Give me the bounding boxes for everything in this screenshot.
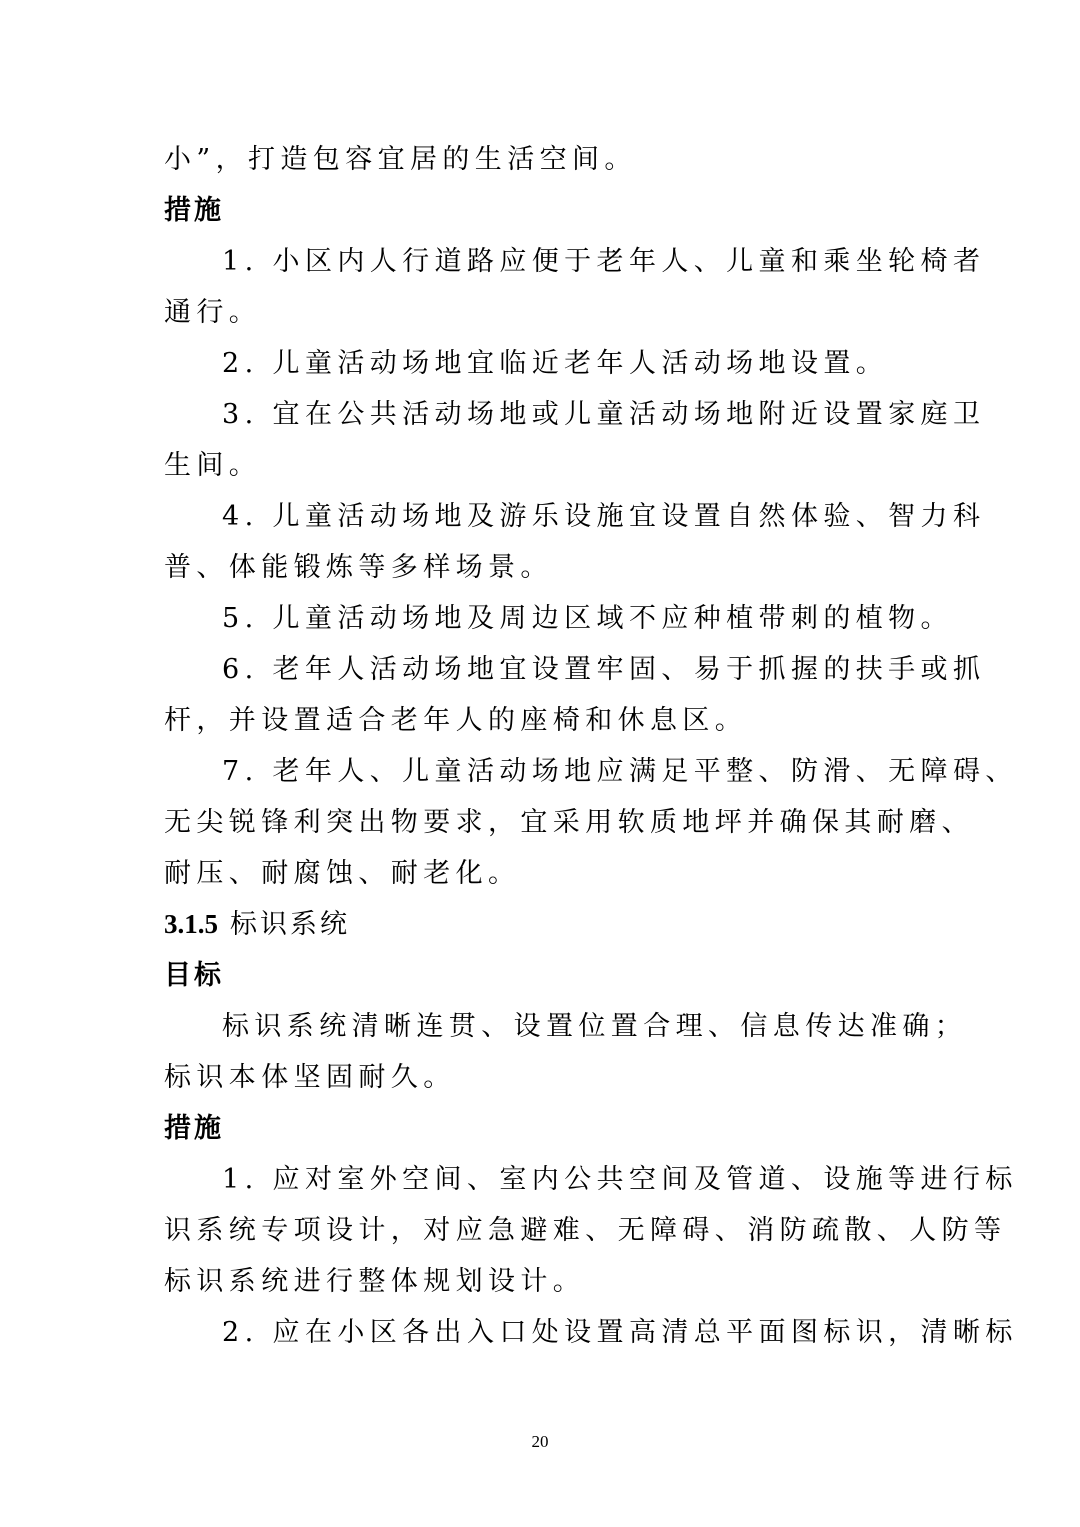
paragraph-line: 标识系统清晰连贯、设置位置合理、信息传达准确； bbox=[222, 1011, 968, 1042]
list-item-line: 耐压、耐腐蚀、耐老化。 bbox=[164, 858, 521, 889]
section-heading bbox=[164, 899, 916, 950]
paragraph-line: 标识本体坚固耐久。 bbox=[164, 1062, 456, 1093]
list-item-line: 1. 应对室外空间、室内公共空间及管道、设施等进行标 bbox=[222, 1164, 1018, 1195]
list-item-line: 通行。 bbox=[164, 297, 262, 328]
list-item-line: 1. 小区内人行道路应便于老年人、儿童和乘坐轮椅者 bbox=[222, 246, 986, 277]
list-item-line: 杆，并设置适合老年人的座椅和休息区。 bbox=[164, 705, 748, 736]
list-item-line: 7. 老年人、儿童活动场地应满足平整、防滑、无障碍、 bbox=[222, 756, 1018, 787]
section-number: 3.1.5 bbox=[164, 909, 218, 939]
page-number: 20 bbox=[531, 1432, 549, 1451]
heading-measures: 措施 bbox=[164, 1113, 224, 1144]
paragraph-line: 小”，打造包容宜居的生活空间。 bbox=[164, 144, 637, 175]
list-item-line: 3. 宜在公共活动场地或儿童活动场地附近设置家庭卫 bbox=[222, 399, 986, 430]
list-item-line: 标识系统进行整体规划设计。 bbox=[164, 1266, 586, 1297]
list-item-line: 识系统专项设计，对应急避难、无障碍、消防疏散、人防等 bbox=[164, 1215, 1007, 1246]
section-title: 标识系统 bbox=[230, 909, 350, 940]
list-item-line: 无尖锐锋利突出物要求，宜采用软质地坪并确保其耐磨、 bbox=[164, 807, 974, 838]
list-item-line: 2. 儿童活动场地宜临近老年人活动场地设置。 bbox=[222, 348, 889, 379]
list-item-line: 5. 儿童活动场地及周边区域不应种植带刺的植物。 bbox=[222, 603, 953, 634]
list-item-line: 6. 老年人活动场地宜设置牢固、易于抓握的扶手或抓 bbox=[222, 654, 986, 685]
list-item-line: 2. 应在小区各出入口处设置高清总平面图标识，清晰标 bbox=[222, 1317, 1018, 1348]
heading-goal: 目标 bbox=[164, 960, 224, 991]
list-item-line: 生间。 bbox=[164, 450, 262, 481]
document-body bbox=[164, 134, 1018, 1358]
list-item-line: 4. 儿童活动场地及游乐设施宜设置自然体验、智力科 bbox=[222, 501, 986, 532]
heading-measures: 措施 bbox=[164, 195, 224, 226]
list-item-line: 普、体能锻炼等多样场景。 bbox=[164, 552, 553, 583]
